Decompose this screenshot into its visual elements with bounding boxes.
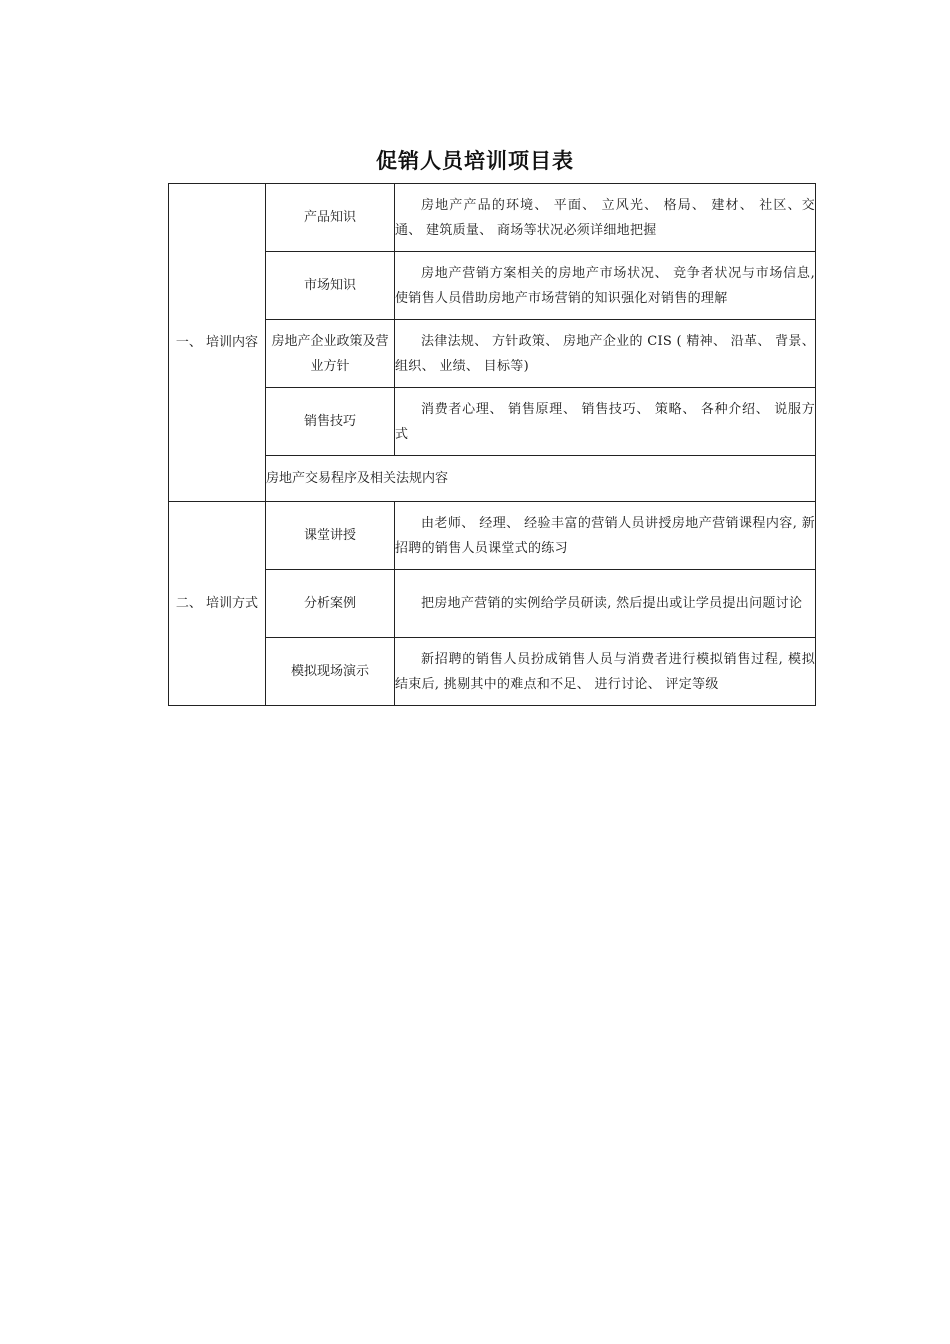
section-label-content: 一、 培训内容 (169, 184, 266, 502)
table-row (169, 638, 816, 706)
description-cell: 房地产产品的环境、 平面、 立风光、 格局、 建材、 社区、交通、 建筑质量、 商场等状况必须详细地把握 (395, 184, 816, 252)
description-cell: 消费者心理、 销售原理、 销售技巧、 策略、 各种介绍、 说服方式 (395, 388, 816, 456)
topic-cell: 市场知识 (266, 252, 395, 320)
table-row (169, 456, 816, 502)
table-row (169, 570, 816, 638)
table-row (169, 388, 816, 456)
description-cell: 把房地产营销的实例给学员研读, 然后提出或让学员提出问题讨论 (395, 570, 816, 638)
topic-cell: 分析案例 (266, 570, 395, 638)
page-title: 促销人员培训项目表 (376, 149, 574, 173)
topic-cell: 产品知识 (266, 184, 395, 252)
topic-cell: 房地产企业政策及营业方针 (266, 320, 395, 388)
merged-content-cell: 房地产交易程序及相关法规内容 (266, 456, 816, 502)
description-cell: 法律法规、 方针政策、 房地产企业的 CIS ( 精神、 沿革、 背景、 组织、 业绩、 目标等) (395, 320, 816, 388)
table-row (169, 320, 816, 388)
topic-cell: 销售技巧 (266, 388, 395, 456)
topic-cell: 课堂讲授 (266, 502, 395, 570)
description-cell: 新招聘的销售人员扮成销售人员与消费者进行模拟销售过程, 模拟结束后, 挑剔其中的难点和不足、 进行讨论、 评定等级 (395, 638, 816, 706)
table-row (169, 502, 816, 570)
table-row (169, 184, 816, 252)
topic-cell: 模拟现场演示 (266, 638, 395, 706)
description-cell: 由老师、 经理、 经验丰富的营销人员讲授房地产营销课程内容, 新招聘的销售人员课堂式的练习 (395, 502, 816, 570)
description-cell: 房地产营销方案相关的房地产市场状况、 竞争者状况与市场信息, 使销售人员借助房地产市场营销的知识强化对销售的理解 (395, 252, 816, 320)
training-table (168, 183, 816, 706)
section-label-method: 二、 培训方式 (169, 502, 266, 706)
table-row (169, 252, 816, 320)
